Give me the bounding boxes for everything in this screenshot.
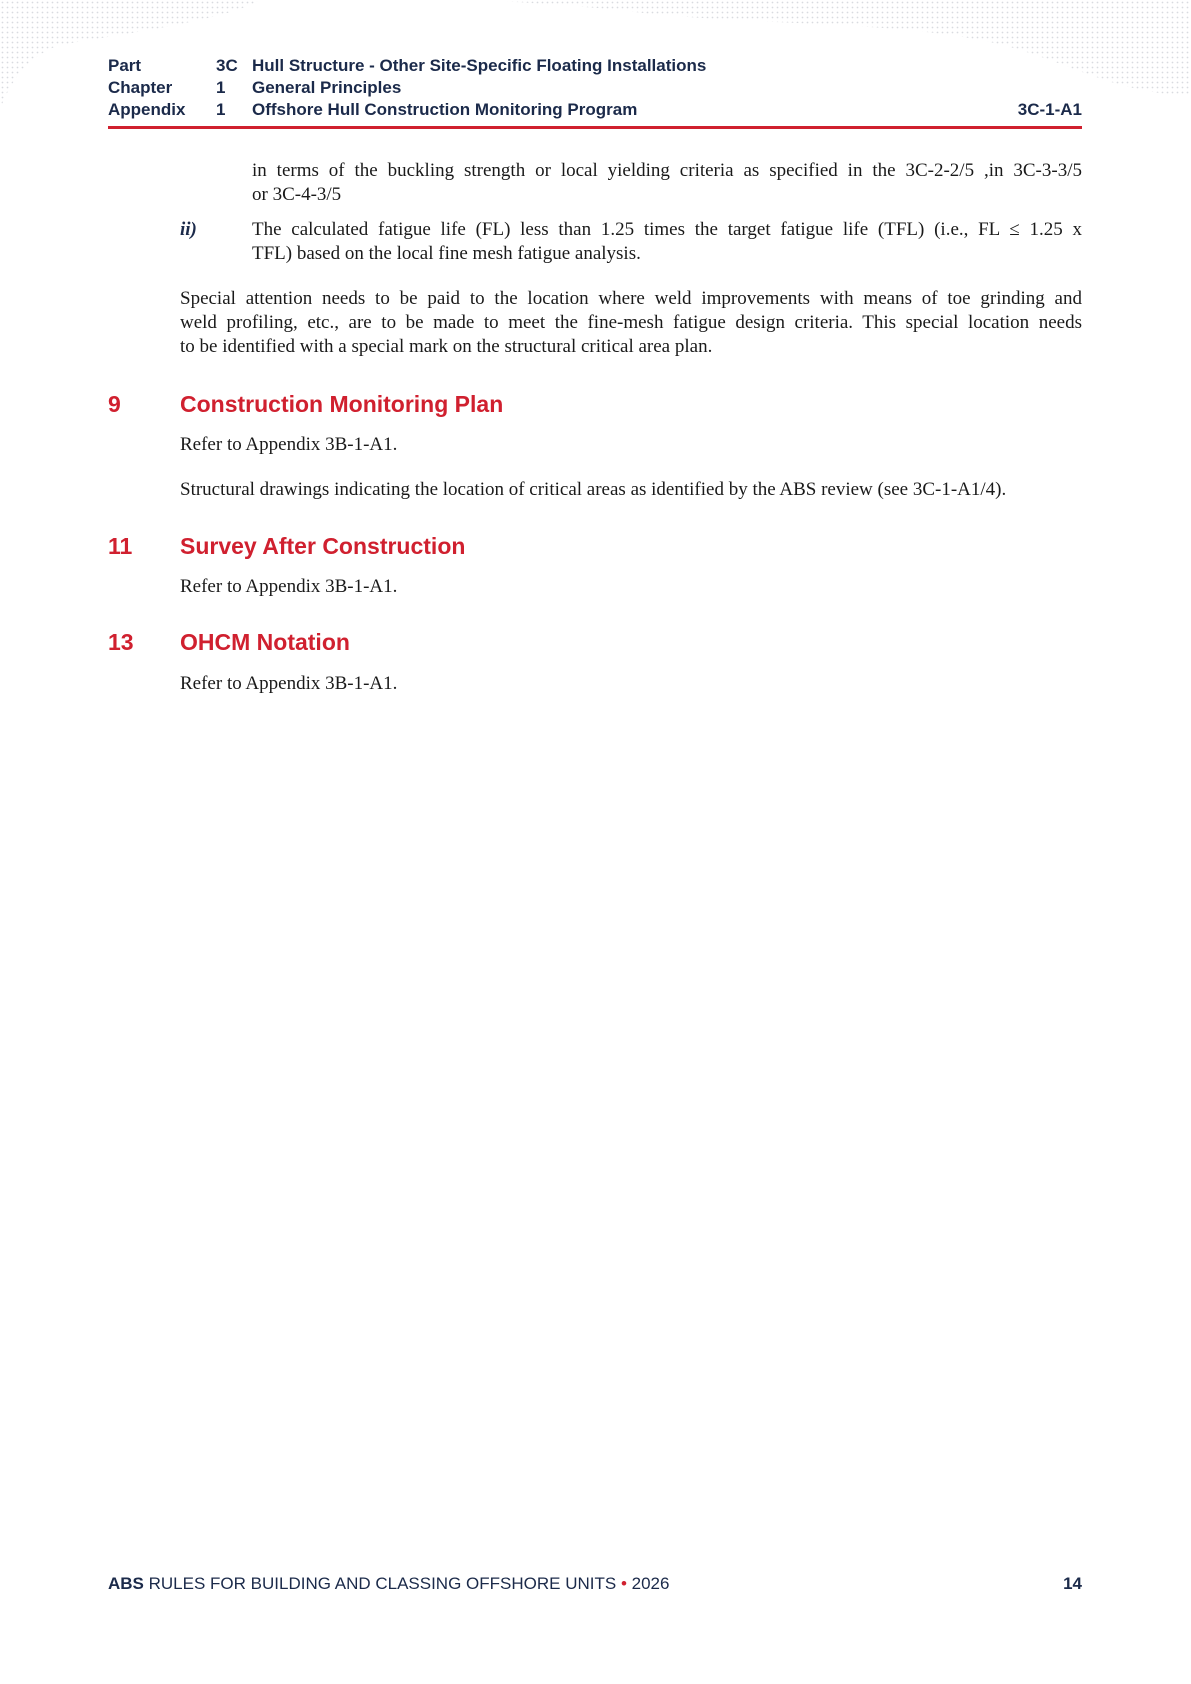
item-i-continuation [252,159,1082,207]
footer-year: 2026 [626,1574,670,1593]
header-chapter-number: 1 [216,78,226,97]
text-line: The calculated fatigue life (FL) less than 1.25 times the target fatigue life (TFL) (i.e., FL ≤ 1.25 x [252,219,1082,240]
header-row-part [108,55,1082,77]
page-footer [108,1573,1082,1595]
text-line: weld profiling, etc., are to be made to meet the fine-mesh fatigue design criteria. This special location needs [180,312,1082,333]
header-appendix-label: Appendix [108,100,186,119]
section-13-paragraph-1: Refer to Appendix 3B-1-A1. [180,673,398,694]
section-9-title: Construction Monitoring Plan [180,391,504,417]
running-header [108,55,1082,121]
header-part-title: Hull Structure - Other Site-Specific Floating Installations [252,56,707,75]
header-chapter-label: Chapter [108,78,173,97]
header-chapter-title: General Principles [252,78,402,97]
text-line: to be identified with a special mark on the structural critical area plan. [180,336,713,357]
header-appendix-title: Offshore Hull Construction Monitoring Program [252,100,638,119]
text-line: or 3C-4-3/5 [252,184,342,205]
section-13-title: OHCM Notation [180,629,350,655]
header-row-appendix [108,99,1082,121]
section-11-title: Survey After Construction [180,533,466,559]
header-row-chapter [108,77,1082,99]
item-ii-label: ii) [180,219,197,240]
header-part-number: 3C [216,56,238,75]
header-divider [108,126,1082,129]
text-line: in terms of the buckling strength or local yielding criteria as specified in the 3C-2-2/5 ,in 3C-3-3/5 [252,160,1082,181]
section-9-number: 9 [108,391,121,417]
section-9-paragraph-2: Structural drawings indicating the location of critical areas as identified by the ABS review (see 3C-1-A1/4). [180,479,1007,500]
text-line: Special attention needs to be paid to the location where weld improvements with means of toe grinding and [180,288,1082,309]
header-part-label: Part [108,56,142,75]
special-attention-paragraph [180,287,1082,359]
footer-brand: ABS [108,1574,144,1593]
item-ii-text [252,218,1082,266]
footer-bullet: • [620,1574,627,1593]
section-13-number: 13 [108,629,134,655]
header-section-code: 3C-1-A1 [1017,100,1082,119]
text-line: TFL) based on the local fine mesh fatigue analysis. [252,243,641,264]
section-9-paragraph-1: Refer to Appendix 3B-1-A1. [180,434,398,455]
section-11-paragraph-1: Refer to Appendix 3B-1-A1. [180,576,398,597]
footer-title: RULES FOR BUILDING AND CLASSING OFFSHORE UNITS [143,1574,621,1593]
header-appendix-number: 1 [216,100,226,119]
page-number: 14 [1063,1574,1082,1593]
section-11-number: 11 [108,533,133,559]
